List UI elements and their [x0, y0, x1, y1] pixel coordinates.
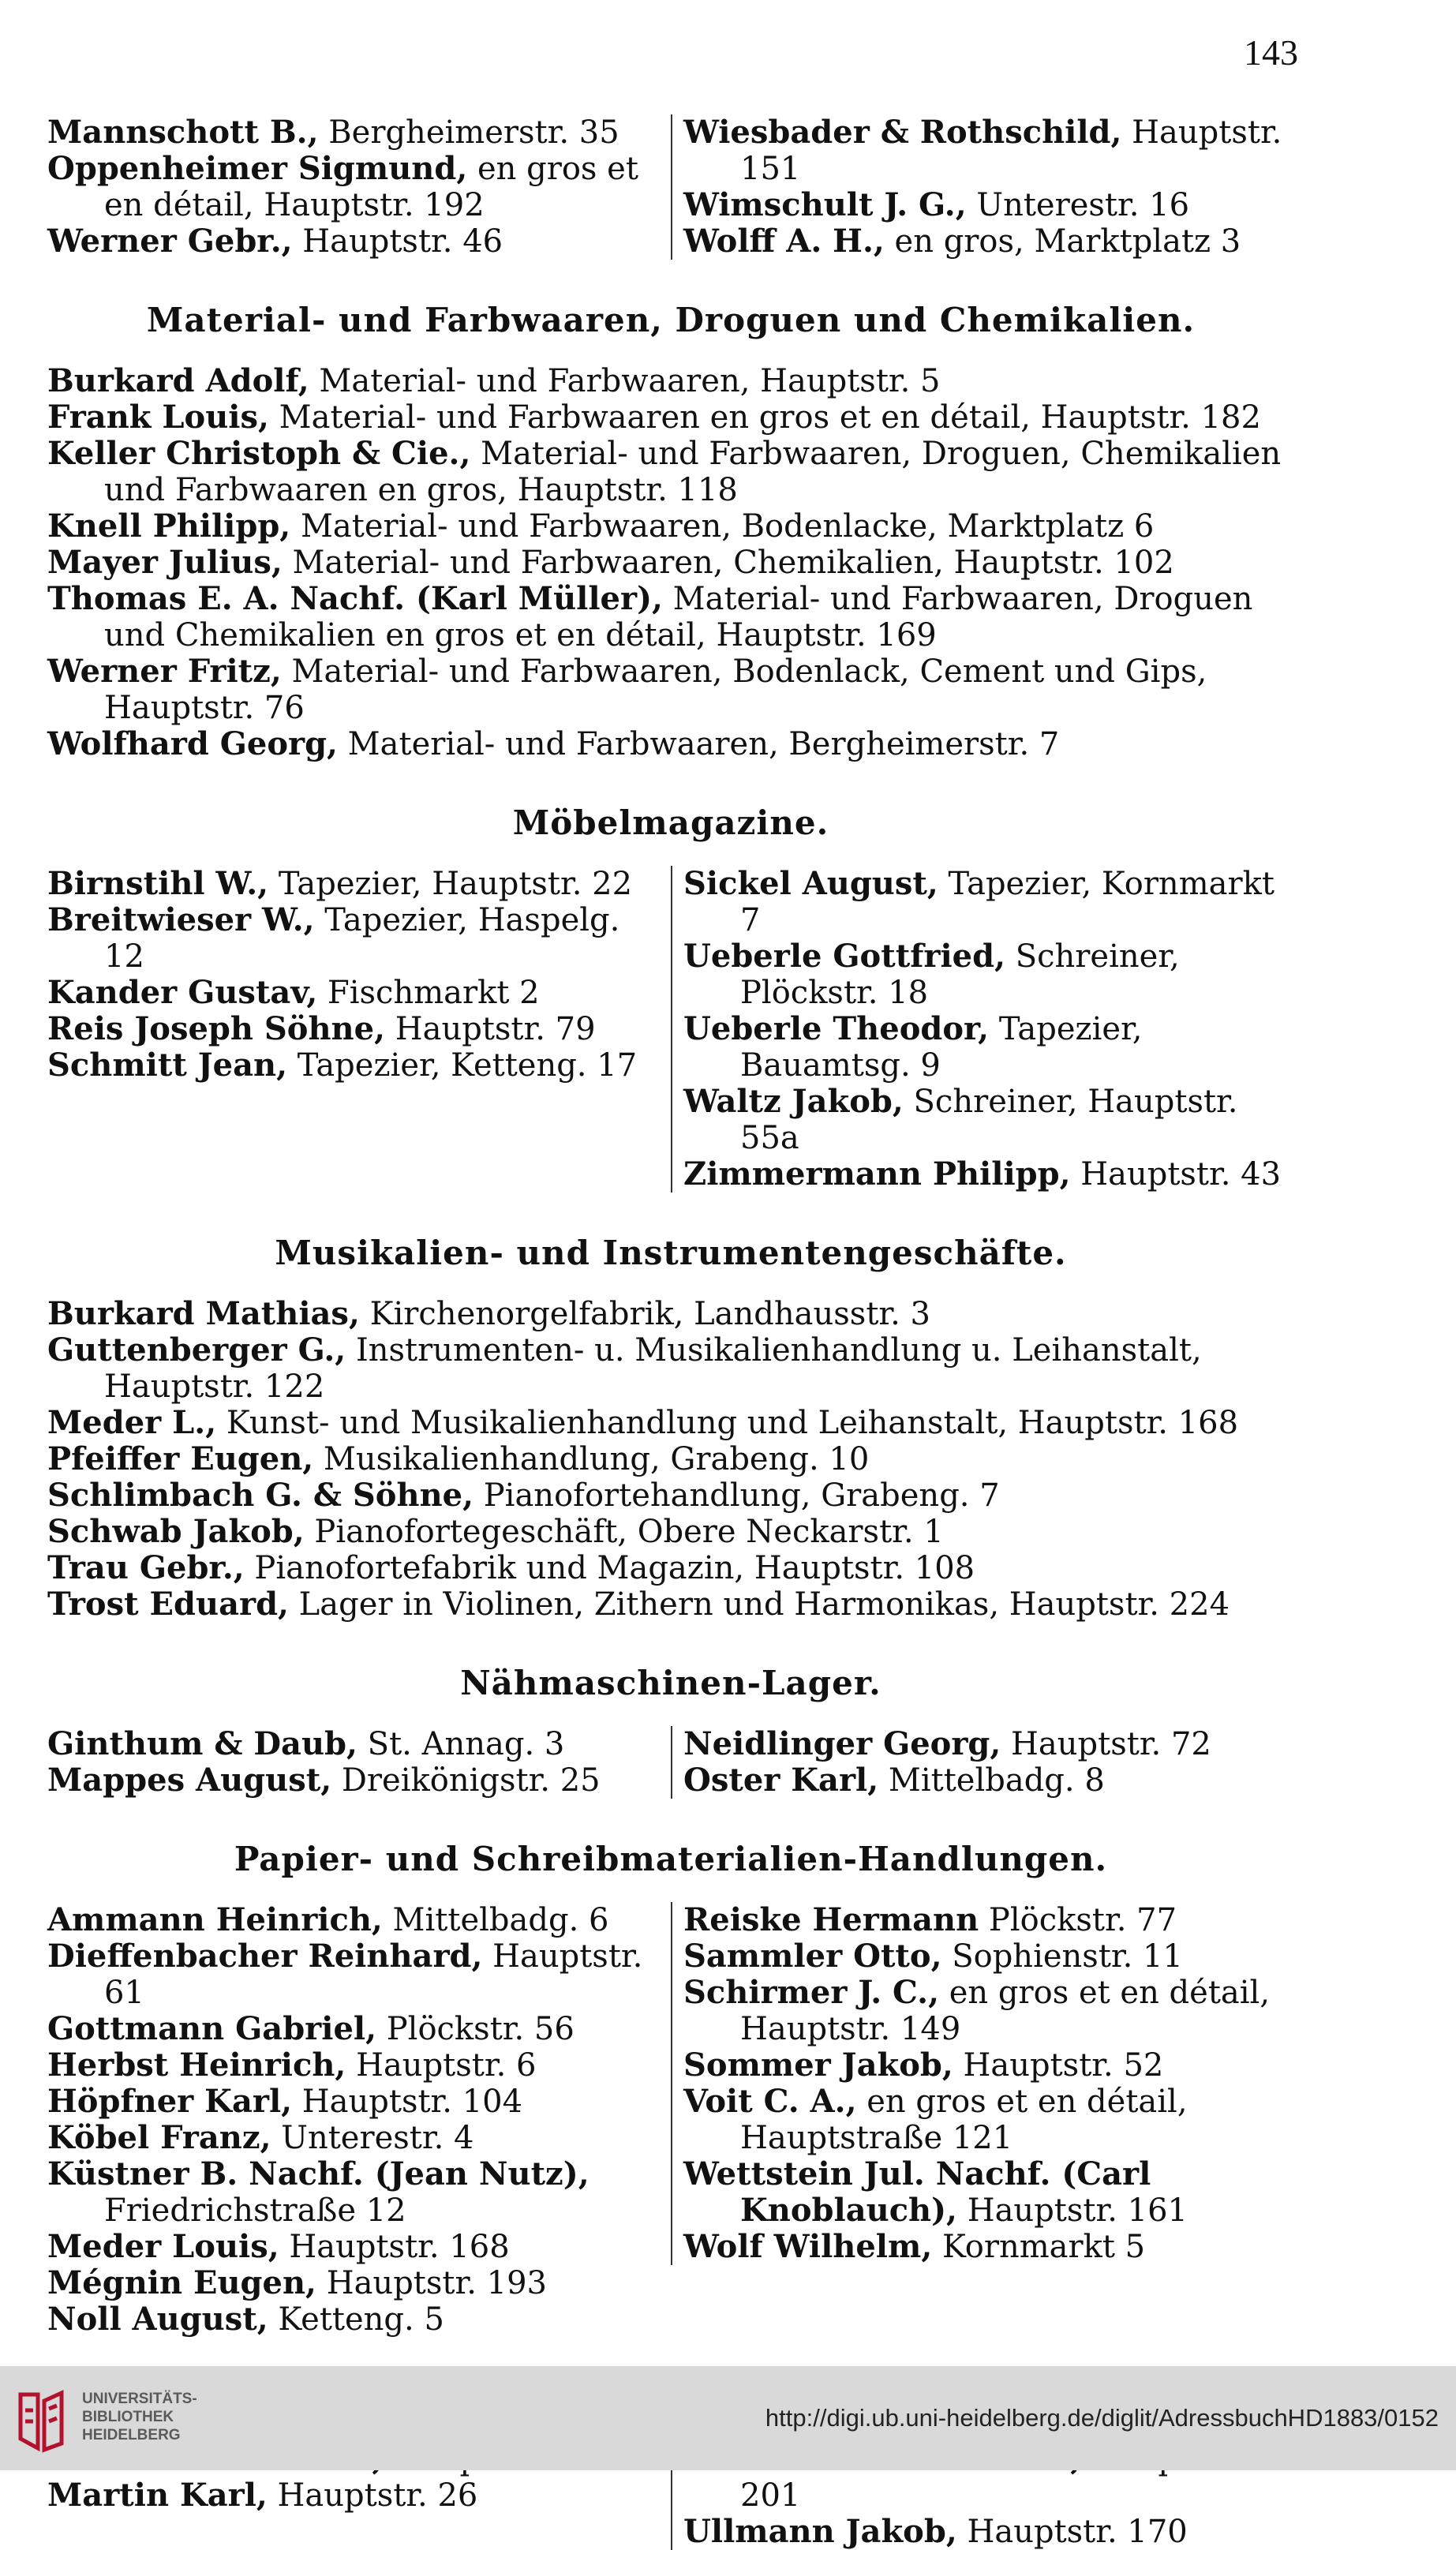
list-item: Zimmermann Philipp, Hauptstr. 43: [683, 1155, 1282, 1193]
list-item: Keller Christoph & Cie., Material- und Farbwaaren, Droguen, Chemikalien und Farbwaaren en gros, Hauptstr. 118: [47, 435, 1282, 508]
list-item: Schlimbach G. & Söhne, Pianofortehandlung, Grabeng. 7: [47, 1477, 1000, 1514]
list-item: Werner Gebr., Hauptstr. 46: [47, 223, 503, 260]
list-item: Birnstihl W., Tapezier, Hauptstr. 22: [47, 865, 633, 902]
list-item: Kander Gustav, Fischmarkt 2: [47, 974, 540, 1011]
section-moebel-list: [47, 866, 1294, 1193]
list-item: Reis Joseph Söhne, Hauptstr. 79: [47, 1010, 596, 1047]
list-item: Neidlinger Georg, Hauptstr. 72: [683, 1725, 1211, 1762]
naehmaschinen-right-column: [671, 1726, 1294, 1799]
list-item: Trost Eduard, Lager in Violinen, Zithern und Harmonikas, Hauptstr. 224: [47, 1586, 1230, 1623]
section-title-naehmaschinen: Nähmaschinen-Lager.: [460, 1664, 881, 1702]
directory-content: [47, 114, 1294, 2550]
list-item: Wolf Wilhelm, Kornmarkt 5: [683, 2228, 1146, 2265]
section-title-material: Material- und Farbwaaren, Droguen und Chemikalien.: [146, 301, 1196, 339]
list-item: Wimschult J. G., Unterestr. 16: [683, 186, 1190, 223]
list-item: Pfeiffer Eugen, Musikalienhandlung, Grabeng. 10: [47, 1440, 870, 1477]
section-title-papier: Papier- und Schreibmaterialien-Handlungen.: [234, 1840, 1108, 1878]
list-item: Ullmann Jakob, Hauptstr. 170: [683, 2513, 1188, 2550]
papier-right-column: [671, 1902, 1294, 2265]
list-item: Mayer Julius, Material- und Farbwaaren, Chemikalien, Hauptstr. 102: [47, 544, 1174, 581]
section-title-musik: Musikalien- und Instrumentengeschäfte.: [275, 1234, 1067, 1272]
list-item: Ginthum & Daub, St. Annag. 3: [47, 1725, 565, 1762]
list-item: Knell Philipp, Material- und Farbwaaren, Bodenlacke, Marktplatz 6: [47, 507, 1155, 545]
section-naehmaschinen-list: [47, 1726, 1294, 1799]
list-item: Herbst Heinrich, Hauptstr. 6: [47, 2046, 537, 2084]
list-item: Voit C. A., en gros et en détail, Hauptstraße 121: [683, 2083, 1188, 2156]
naehmaschinen-left-column: [47, 1726, 671, 1799]
list-item: Ueberle Gottfried, Schreiner, Plöckstr. 18: [683, 938, 1180, 1011]
section-title-moebel: Möbelmagazine.: [512, 803, 829, 842]
list-item: Wiesbader & Rothschild, Hauptstr. 151: [683, 114, 1282, 187]
list-item: Guttenberger G., Instrumenten- u. Musikalienhandlung u. Leihanstalt, Hauptstr. 122: [47, 1331, 1202, 1405]
list-item: Meder Louis, Hauptstr. 168: [47, 2228, 510, 2265]
list-item: Reiske Hermann Plöckstr. 77: [683, 1901, 1177, 1938]
section-material-list: [47, 363, 1294, 762]
list-item: Höpfner Karl, Hauptstr. 104: [47, 2083, 523, 2120]
list-item: Sammler Otto, Sophienstr. 11: [683, 1938, 1183, 1975]
list-item: Mannschott B., Bergheimerstr. 35: [47, 114, 619, 151]
list-item: Trau Gebr., Pianofortefabrik und Magazin, Hauptstr. 108: [47, 1549, 975, 1586]
list-item: Frank Louis, Material- und Farbwaaren en gros et en détail, Hauptstr. 182: [47, 399, 1261, 436]
list-item: Martin Karl, Hauptstr. 26: [47, 2477, 478, 2514]
page-number: 143: [1244, 32, 1298, 73]
list-item: Burkard Mathias, Kirchenorgelfabrik, Landhausstr. 3: [47, 1295, 930, 1332]
top-block-right-column: [671, 114, 1294, 260]
list-item: Noll August, Ketteng. 5: [47, 2301, 444, 2338]
section-papier-list: [47, 1902, 1294, 2338]
moebel-right-column: [671, 866, 1294, 1193]
list-item: 201: [740, 2477, 801, 2514]
list-item: Gottmann Gabriel, Plöckstr. 56: [47, 2010, 575, 2047]
source-url-link[interactable]: http://digi.ub.uni-heidelberg.de/diglit/AdressbuchHD1883/0152: [765, 2404, 1439, 2432]
list-item: Schwab Jakob, Pianofortegeschäft, Obere Neckarstr. 1: [47, 1513, 944, 1550]
list-item: Werner Fritz, Material- und Farbwaaren, Bodenlack, Cement und Gips, Hauptstr. 76: [47, 653, 1207, 726]
list-item: Burkard Adolf, Material- und Farbwaaren, Hauptstr. 5: [47, 362, 941, 399]
list-item: Mappes August, Dreikönigstr. 25: [47, 1762, 601, 1799]
section-musik-list: [47, 1296, 1294, 1623]
list-item: Wolff A. H., en gros, Marktplatz 3: [683, 223, 1241, 260]
list-item: Köbel Franz, Unterestr. 4: [47, 2119, 474, 2156]
list-item: Schmitt Jean, Tapezier, Ketteng. 17: [47, 1047, 638, 1084]
library-logo-text: UNIVERSITÄTS- BIBLIOTHEK HEIDELBERG: [82, 2391, 197, 2443]
list-item: Wettstein Jul. Nachf. (Carl Knoblauch), Hauptstr. 161: [683, 2155, 1188, 2229]
list-item: Thomas E. A. Nachf. (Karl Müller), Material- und Farbwaaren, Droguen und Chemikalien en gros et en détail, Hauptstr. 169: [47, 580, 1253, 653]
list-item: Ueberle Theodor, Tapezier, Bauamtsg. 9: [683, 1010, 1143, 1084]
list-item: Oppenheimer Sigmund, en gros et en détail, Hauptstr. 192: [47, 150, 638, 223]
list-item: Sickel August, Tapezier, Kornmarkt 7: [683, 865, 1274, 938]
moebel-left-column: [47, 866, 671, 1084]
list-item: Mégnin Eugen, Hauptstr. 193: [47, 2264, 547, 2301]
list-item: Oster Karl, Mittelbadg. 8: [683, 1762, 1105, 1799]
papier-left-column: [47, 1902, 671, 2338]
list-item: Waltz Jakob, Schreiner, Hauptstr. 55a: [683, 1083, 1238, 1156]
top-block: [47, 114, 1294, 260]
list-item: Sommer Jakob, Hauptstr. 52: [683, 2046, 1164, 2084]
list-item: Wolfhard Georg, Material- und Farbwaaren, Bergheimerstr. 7: [47, 725, 1060, 762]
footer-bar: [0, 2366, 1456, 2470]
top-block-left-column: [47, 114, 671, 260]
library-logo-icon: [14, 2387, 71, 2455]
list-item: Breitwieser W., Tapezier, Haspelg. 12: [47, 901, 620, 975]
list-item: Dieffenbacher Reinhard, Hauptstr. 61: [47, 1938, 643, 2011]
list-item: Meder L., Kunst- und Musikalienhandlung und Leihanstalt, Hauptstr. 168: [47, 1404, 1239, 1441]
list-item: Ammann Heinrich, Mittelbadg. 6: [47, 1901, 609, 1938]
list-item: Küstner B. Nachf. (Jean Nutz), Friedrichstraße 12: [47, 2155, 590, 2229]
list-item: Schirmer J. C., en gros et en détail, Hauptstr. 149: [683, 1974, 1271, 2047]
